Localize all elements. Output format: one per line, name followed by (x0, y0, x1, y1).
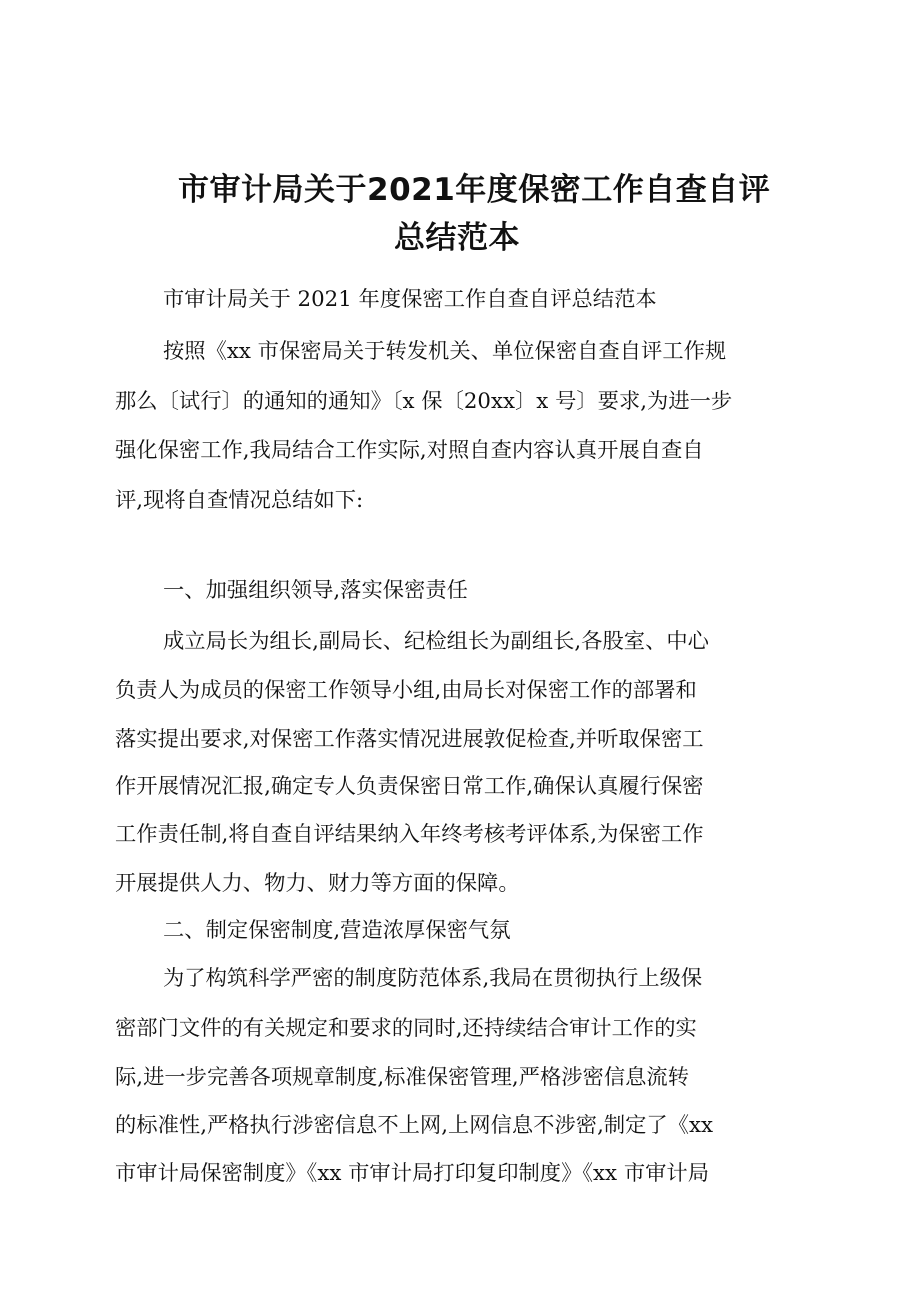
paragraph-line: 作开展情况汇报,确定专人负责保密日常工作,确保认真履行保密 (115, 774, 704, 799)
document-title-line-2: 总结范本 (394, 220, 520, 256)
paragraph-line: 落实提出要求,对保密工作落实情况进展敦促检查,并听取保密工 (115, 727, 704, 752)
paragraph-line: 开展提供人力、物力、财力等方面的保障。 (115, 871, 520, 896)
section-heading-2: 二、制定保密制度,营造浓厚保密气氛 (163, 918, 511, 943)
paragraph-line: 强化保密工作,我局结合工作实际,对照自查内容认真开展自查自 (115, 438, 704, 463)
paragraph-line: 的标准性,严格执行涉密信息不上网,上网信息不涉密,制定了《xx (115, 1113, 714, 1138)
paragraph-line: 工作责任制,将自查自评结果纳入年终考核考评体系,为保密工作 (115, 822, 704, 847)
paragraph-line: 为了构筑科学严密的制度防范体系,我局在贯彻执行上级保 (163, 966, 703, 991)
paragraph-line: 那么〔试行〕的通知的通知》〔x 保〔20xx〕x 号〕要求,为进一步 (115, 389, 733, 414)
document-title-line-1: 市审计局关于2021年度保密工作自查自评 (178, 172, 771, 208)
paragraph-line: 评,现将自查情况总结如下: (115, 488, 364, 513)
paragraph-line: 际,进一步完善各项规章制度,标准保密管理,严格涉密信息流转 (115, 1065, 690, 1090)
subtitle-line: 市审计局关于 2021 年度保密工作自查自评总结范本 (163, 287, 657, 312)
paragraph-line: 负责人为成员的保密工作领导小组,由局长对保密工作的部署和 (115, 678, 697, 703)
paragraph-line: 按照《xx 市保密局关于转发机关、单位保密自查自评工作规 (163, 339, 727, 364)
paragraph-line: 市审计局保密制度》《xx 市审计局打印复印制度》《xx 市审计局 (115, 1161, 710, 1186)
paragraph-line: 密部门文件的有关规定和要求的同时,还持续结合审计工作的实 (115, 1016, 697, 1041)
section-heading-1: 一、加强组织领导,落实保密责任 (163, 578, 468, 603)
paragraph-line: 成立局长为组长,副局长、纪检组长为副组长,各股室、中心 (163, 629, 709, 654)
